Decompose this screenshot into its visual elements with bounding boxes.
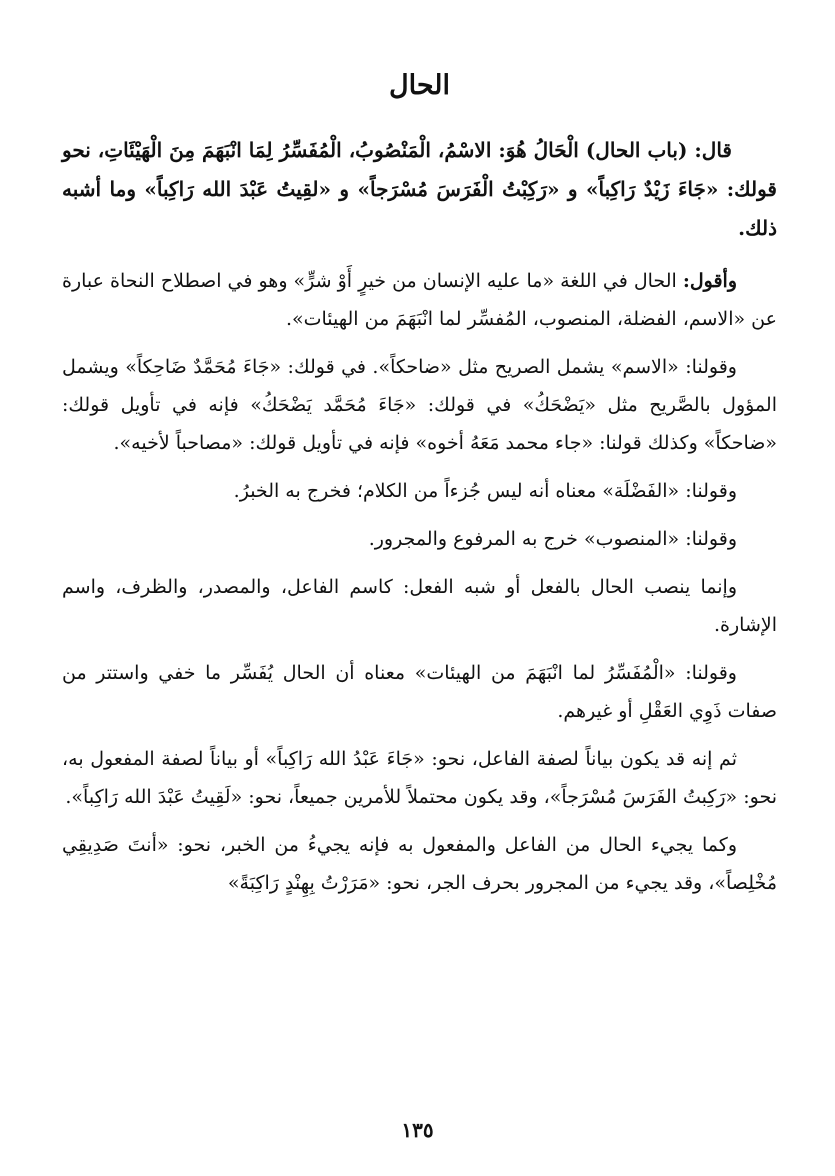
text-paragraph: وكما يجيء الحال من الفاعل والمفعول به فإنه يجيءُ من الخبر، نحو: «أنتَ صَدِيقِي مُخْلِصاً»، وقد يجيء من المجرور بحرف الجر، نحو: «مَرَرْتُ بِهِنْدٍ رَاكِبَةً» <box>62 834 777 894</box>
text-paragraph: وقولنا: «الفَضْلَة» معناه أنه ليس جُزءاً من الكلام؛ فخرج به الخبرُ. <box>233 480 737 502</box>
text-paragraph: ثم إنه قد يكون بياناً لصفة الفاعل، نحو: «جَاءَ عَبْدُ الله رَاكِباً» أو بياناً لصفة المفعول به، نحو: «رَكِبتُ الفَرَسَ مُسْرَجاً»، وقد يكون محتملاً للأمرين جميعاً، نحو: «لَقِيتُ عَبْدَ الله رَاكِباً». <box>62 748 777 808</box>
commentary-paragraph <box>62 262 777 338</box>
text-paragraph: وقولنا: «الاسم» يشمل الصريح مثل «ضاحكاً». في قولك: «جَاءَ مُحَمَّدٌ ضَاحِكاً» ويشمل المؤول بالصَّريح مثل «يَضْحَكُ» في قولك: «جَاءَ مُحَمَّد يَضْحَكُ» فإنه في تأويل قولك: «ضاحكاً» وكذلك قولنا: «جاء محمد مَعَهُ أخوه» فإنه في تأويل قولك: «مصاحباً لأخيه». <box>62 356 777 454</box>
page-content <box>62 60 777 912</box>
lead-word: وأقول: <box>682 270 737 292</box>
matn-paragraph: قال: (باب الحال) الْحَالُ هُوَ: الاسْمُ، الْمَنْصُوبُ، الْمُفَسِّرُ لِمَا انْبَهَمَ مِنَ الْهَيْئَاتِ، نحو قولك: «جَاءَ زَيْدٌ رَاكِباً» و «رَكِبْتُ الْفَرَسَ مُسْرَجاً» و «لقِيتُ عَبْدَ الله رَاكِباً» وما أشبه ذلك. <box>62 138 777 240</box>
text-paragraph: وقولنا: «الْمُفَسِّرُ لما انْبَهَمَ من الهيئات» معناه أن الحال يُفَسِّر ما خفي واستتر من صفات ذَوِي العَقْلِ أو غيرهم. <box>62 662 777 722</box>
page-number: ١٣٥ <box>401 1118 434 1142</box>
page-title: الحال <box>388 70 450 101</box>
commentary-text: الحال في اللغة «ما عليه الإنسان من خيرٍ أَوْ شرٍّ» وهو في اصطلاح النحاة عبارة عن «الاسم، الفضلة، المنصوب، المُفسِّر لما انْبَهَمَ من الهيئات». <box>62 270 777 330</box>
text-paragraph: وقولنا: «المنصوب» خرج به المرفوع والمجرور. <box>368 528 737 550</box>
text-paragraph: وإنما ينصب الحال بالفعل أو شبه الفعل: كاسم الفاعل، والمصدر، والظرف، واسم الإشارة. <box>62 576 777 636</box>
